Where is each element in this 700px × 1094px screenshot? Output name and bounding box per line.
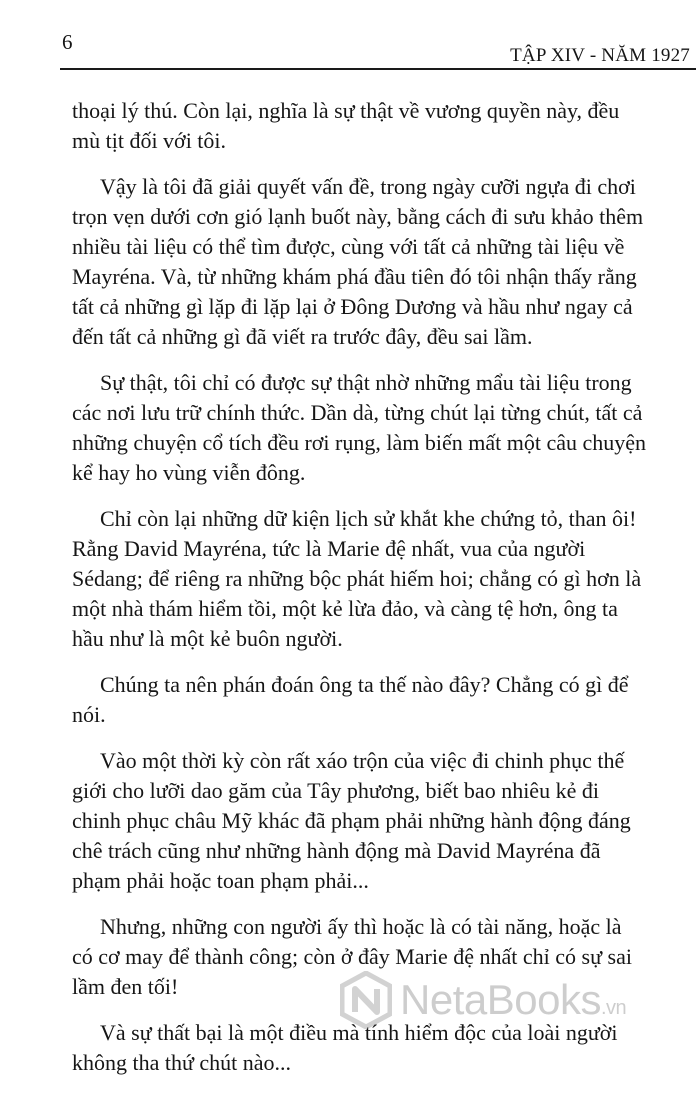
text-line: nói. xyxy=(72,702,106,727)
text-line: các nơi lưu trữ chính thức. Dần dà, từng chút lại từng chút, tất cả xyxy=(72,400,643,425)
text-line: Rằng David Mayréna, tức là Marie đệ nhất, vua của người xyxy=(72,536,586,561)
text-line: chê trách cũng như những hành động mà David Mayréna đã xyxy=(72,838,601,863)
text-line: phạm phải hoặc toan phạm phải... xyxy=(72,868,369,893)
body-text xyxy=(72,96,680,1094)
text-line: trọn vẹn dưới cơn gió lạnh buốt này, bằng cách đi sưu khảo thêm xyxy=(72,204,644,229)
text-line: Nhưng, những con người ấy thì hoặc là có tài năng, hoặc là xyxy=(100,914,622,939)
paragraph-4 xyxy=(72,504,680,654)
text-line: Và sự thất bại là một điều mà tính hiểm độc của loài người xyxy=(100,1020,618,1045)
text-line: một nhà thám hiểm tồi, một kẻ lừa đảo, và càng tệ hơn, ông ta xyxy=(72,596,618,621)
paragraph-3 xyxy=(72,368,680,488)
text-line: những chuyện cổ tích đều rơi rụng, làm biến mất một câu chuyện xyxy=(72,430,647,455)
text-line: lầm đen tối! xyxy=(72,974,179,999)
paragraph-1 xyxy=(72,96,680,156)
header-rule xyxy=(60,68,696,70)
page-number: 6 xyxy=(62,30,73,54)
paragraph-6 xyxy=(72,746,680,896)
text-line: đến tất cả những gì đã viết ra trước đây, đều sai lầm. xyxy=(72,324,533,349)
text-line: hầu như là một kẻ buôn người. xyxy=(72,626,343,651)
text-line: mù tịt đối với tôi. xyxy=(72,128,227,153)
text-line: Chỉ còn lại những dữ kiện lịch sử khắt khe chứng tỏ, than ôi! xyxy=(100,506,637,531)
paragraph-2 xyxy=(72,172,680,352)
text-line: thoại lý thú. Còn lại, nghĩa là sự thật về vương quyền này, đều xyxy=(72,98,620,123)
text-line: chinh phục châu Mỹ khác đã phạm phải những hành động đáng xyxy=(72,808,631,833)
text-line: Vào một thời kỳ còn rất xáo trộn của việc đi chinh phục thế xyxy=(100,748,625,773)
watermark-brand: NetaBooks xyxy=(400,976,601,1023)
netabooks-watermark xyxy=(340,965,680,1035)
text-line: Vậy là tôi đã giải quyết vấn đề, trong ngày cưỡi ngựa đi chơi xyxy=(100,174,636,199)
text-line: tất cả những gì lặp đi lặp lại ở Đông Dương và hầu như ngay cả xyxy=(72,294,633,319)
text-line: Mayréna. Và, từ những khám phá đầu tiên đó tôi nhận thấy rằng xyxy=(72,264,637,289)
text-line: Sự thật, tôi chỉ có được sự thật nhờ những mẩu tài liệu trong xyxy=(100,370,632,395)
text-line: giới cho lưỡi dao găm của Tây phương, biết bao nhiêu kẻ đi xyxy=(72,778,599,803)
text-line: có cơ may để thành công; còn ở đây Marie đệ nhất chỉ có sự sai xyxy=(72,944,632,969)
text-line: kể hay ho vùng viễn đông. xyxy=(72,460,306,485)
paragraph-5 xyxy=(72,670,680,730)
running-head: TẬP XIV - NĂM 1927 xyxy=(510,45,690,66)
text-line: Sédang; để riêng ra những bộc phát hiếm hoi; chẳng có gì hơn là xyxy=(72,566,642,591)
text-line: Chúng ta nên phán đoán ông ta thế nào đây? Chẳng có gì để xyxy=(100,672,629,697)
watermark-suffix: .vn xyxy=(600,997,627,1019)
watermark-text xyxy=(400,976,626,1024)
text-line: nhiều tài liệu có thể tìm được, cùng với tất cả những tài liệu về xyxy=(72,234,625,259)
text-line: không tha thứ chút nào... xyxy=(72,1050,292,1075)
netabooks-logo-icon xyxy=(340,971,392,1029)
